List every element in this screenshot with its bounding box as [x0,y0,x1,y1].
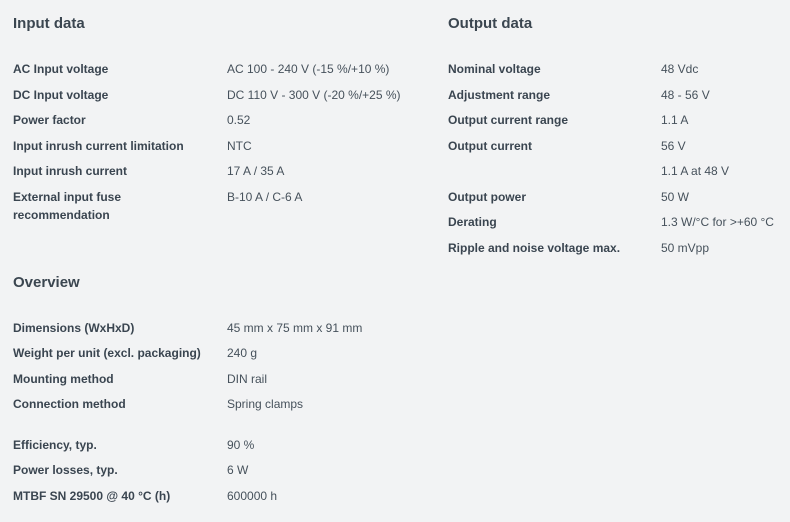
spec-value: DC 110 V - 300 V (-20 %/+25 %) [227,88,401,102]
spec-label: Adjustment range [448,88,551,102]
spec-value: B-10 A / C-6 A [227,190,303,204]
output-data-section [448,15,778,265]
spec-label: Efficiency, typ. [13,438,97,452]
spec-value: 50 mVpp [661,241,710,255]
input-data-section [13,15,433,255]
spec-value: 1.1 A [661,113,689,127]
spec-value: 90 % [227,438,255,452]
spec-value: 1.3 W/°C for >+60 °C [661,215,774,229]
spec-label: Output current [448,139,532,153]
spec-label: Weight per unit (excl. packaging) [13,346,201,360]
output-data-title: Output data [448,15,533,32]
spec-value: 45 mm x 75 mm x 91 mm [227,321,363,335]
spec-value: 600000 h [227,489,278,503]
spec-label: Connection method [13,397,126,411]
spec-label: Output current range [448,113,569,127]
spec-value: 6 W [227,463,249,477]
spec-value: 17 A / 35 A [227,164,285,178]
spec-label: Mounting method [13,372,114,386]
spec-label: Dimensions (WxHxD) [13,321,135,335]
spec-value: Spring clamps [227,397,304,411]
spec-label: Nominal voltage [448,62,541,76]
overview-title: Overview [13,274,80,291]
spec-value: 48 Vdc [661,62,699,76]
spec-value: 240 g [227,346,258,360]
spec-label: Input inrush current [13,164,127,178]
spec-label: Power losses, typ. [13,463,118,477]
spec-label: External input fuse recommendation [13,190,122,222]
spec-label: AC Input voltage [13,62,109,76]
spec-value: 1.1 A at 48 V [661,164,730,178]
spec-label: Power factor [13,113,86,127]
spec-label: Input inrush current limitation [13,139,184,153]
spec-value: NTC [227,139,252,153]
spec-value: DIN rail [227,372,268,386]
input-data-title: Input data [13,15,85,32]
spec-value: 56 V [661,139,686,153]
overview-section [13,274,433,514]
spec-label: Derating [448,215,497,229]
spec-label: DC Input voltage [13,88,109,102]
spec-value: 0.52 [227,113,251,127]
spec-label: Output power [448,190,526,204]
spec-value: 48 - 56 V [661,88,710,102]
spec-value: AC 100 - 240 V (-15 %/+10 %) [227,62,390,76]
spec-label: Ripple and noise voltage max. [448,241,621,255]
spec-label: MTBF SN 29500 @ 40 °C (h) [13,489,171,503]
spec-value: 50 W [661,190,690,204]
